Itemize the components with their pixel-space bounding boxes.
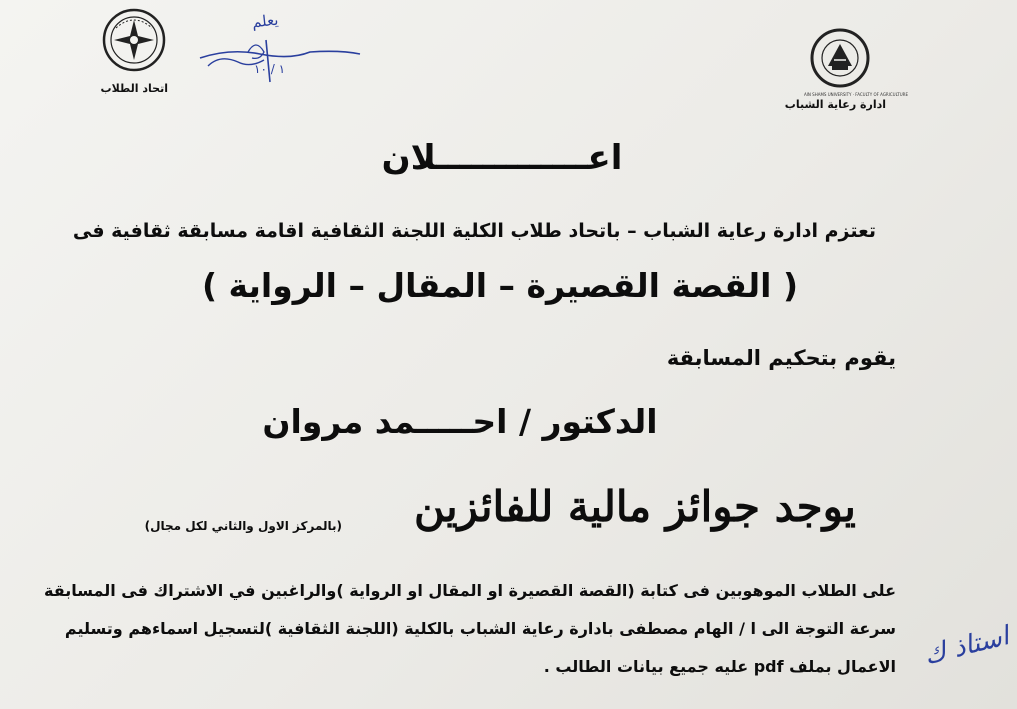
- signature-annotation: يعلم: [251, 10, 280, 32]
- students-union-label: اتحاد الطلاب: [100, 82, 168, 95]
- faculty-logo: [808, 26, 872, 90]
- signature-date: ١ / ١٠: [254, 62, 286, 76]
- body-line-2: سرعة التوجة الى ا / الهام مصطفى بادارة رعاية الشباب بالكلية (اللجنة الثقافية )لتسجيل اسماءهم وتسليم: [64, 619, 896, 638]
- signature-scribble-icon: [190, 10, 370, 90]
- students-union-logo: [100, 6, 168, 74]
- intro-text: تعتزم ادارة رعاية الشباب – باتحاد طلاب الكلية اللجنة الثقافية اقامة مسابقة ثقافية فى: [72, 220, 876, 242]
- body-line-3: الاعمال بملف pdf عليه جميع بيانات الطالب .: [543, 657, 896, 676]
- announcement-title: اعـــــــــــــلان: [381, 138, 623, 178]
- youth-welfare-label: ادارة رعاية الشباب: [784, 98, 886, 111]
- prizes-note: (بالمركز الاول والثاني لكل مجال): [144, 519, 342, 533]
- body-line-1: على الطلاب الموهوبين فى كتابة (القصة القصيرة او المقال او الرواية )والراغبين في الاشتراك فى المسابقة: [43, 581, 896, 600]
- judge-name: الدكتور / احـــــمد مروان: [262, 402, 658, 441]
- competition-categories: ( القصة القصيرة – المقال – الرواية ): [201, 266, 799, 305]
- judge-intro: يقوم بتحكيم المسابقة: [666, 346, 896, 370]
- handwritten-note: استاذ ك: [921, 621, 1012, 672]
- faculty-logo-ring-text: AIN SHAMS UNIVERSITY · FACULTY OF AGRICULTURE: [804, 92, 908, 97]
- faculty-emblem-icon: [808, 26, 872, 90]
- signature: [190, 10, 370, 90]
- prizes-headline: يوجد جوائز مالية للفائزين: [413, 482, 856, 531]
- students-union-emblem-icon: [100, 6, 168, 74]
